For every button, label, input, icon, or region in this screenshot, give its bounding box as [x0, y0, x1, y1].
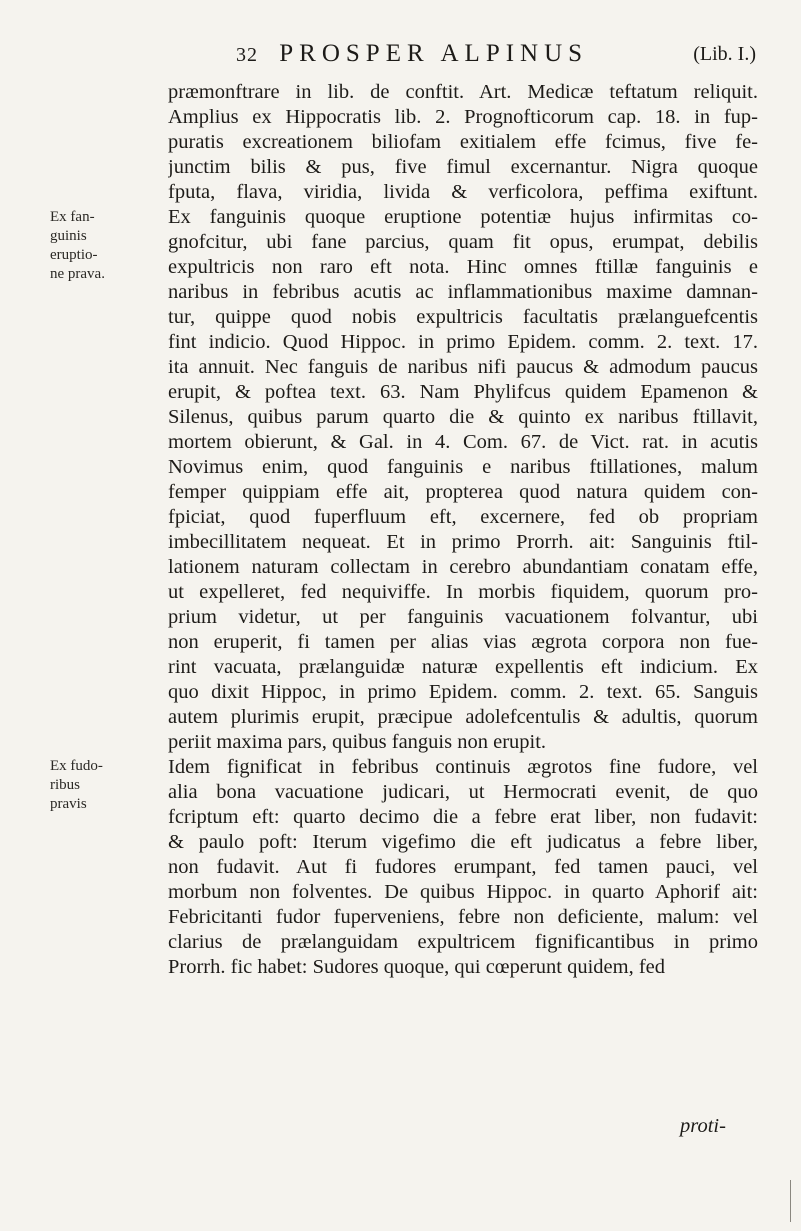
margin-note-line: Ex fan- — [50, 209, 95, 225]
catchword: proti- — [680, 1115, 726, 1137]
margin-note-line: pravis — [50, 796, 87, 812]
text-line: autem plurimis erupit, præcipue adolefcentulis & adultis, quorum — [168, 706, 758, 728]
text-line: junctim bilis & pus, five fimul excernantur. Nigra quoque — [168, 156, 758, 178]
margin-note-blood — [50, 208, 116, 284]
text-line: Prorrh. fic habet: Sudores quoque, qui cœperunt quidem, fed — [168, 956, 666, 978]
text-line: tur, quippe quod nobis expultricis facultatis prælanguefcentis — [168, 306, 758, 328]
text-line: expultricis non raro eft nota. Hinc omnes ftillæ fanguinis e — [168, 256, 758, 278]
text-line: præmonftrare in lib. de conftit. Art. Medicæ teftatum reliquit. — [168, 81, 758, 103]
text-line: imbecillitatem nequeat. Et in primo Prorrh. ait: Sanguinis ftil- — [168, 531, 758, 553]
text-line: ita annuit. Nec fanguis de naribus nifi paucus & admodum paucus — [168, 356, 758, 378]
text-line: gnofcitur, ubi fane parcius, quam fit opus, erumpat, debilis — [168, 231, 758, 253]
text-line: lationem naturam collectam in cerebro abundantiam conatam effe, — [168, 556, 758, 578]
text-line: Febricitanti fudor fuperveniens, febre non deficiente, malum: vel — [168, 906, 758, 928]
text-line: ut expelleret, fed nequiviffe. In morbis fiquidem, quorum pro- — [168, 581, 758, 603]
text-line: puratis excreationem biliofam exitialem effe fcimus, five fe- — [168, 131, 758, 153]
page-number: 32 — [236, 44, 258, 66]
text-line: femper quippiam effe ait, propterea quod natura quidem con- — [168, 481, 758, 503]
text-line: naribus in febribus acutis ac inflammationibus maxime damnan- — [168, 281, 758, 303]
text-line: alia bona vacuatione judicari, ut Hermocrati evenit, de quo — [168, 781, 758, 803]
text-line: periit maxima pars, quibus fanguis non erupit. — [168, 731, 547, 753]
text-line: Novimus enim, quod fanguinis e naribus ftillationes, malum — [168, 456, 758, 478]
text-line: Silenus, quibus parum quarto die & quinto ex naribus ftillavit, — [168, 406, 758, 428]
text-line: & paulo poft: Iterum vigefimo die eft judicatus a febre liber, — [168, 831, 758, 853]
text-line: non fudavit. Aut fi fudores erumpant, fed tamen pauci, vel — [168, 856, 758, 878]
text-line: quo dixit Hippoc, in primo Epidem. comm. 2. text. 65. Sanguis — [168, 681, 758, 703]
text-line: Amplius ex Hippocratis lib. 2. Prognofticorum cap. 18. in fup- — [168, 106, 758, 128]
margin-note-line: ribus — [50, 777, 80, 793]
margin-note-line: Ex fudo- — [50, 758, 103, 774]
text-line: Ex fanguinis quoque eruptione potentiæ hujus infirmitas co- — [168, 206, 758, 228]
text-line: fint indicio. Quod Hippoc. in primo Epidem. comm. 2. text. 17. — [168, 331, 758, 353]
text-line: prium videtur, ut per fanguinis vacuationem folvantur, ubi — [168, 606, 758, 628]
text-line: mortem obierunt, & Gal. in 4. Com. 67. de Vict. rat. in acutis — [168, 431, 758, 453]
body-text — [168, 80, 758, 980]
margin-note-line: eruptio- — [50, 247, 98, 263]
running-header — [236, 40, 756, 76]
running-title: PROSPER ALPINUS — [279, 40, 589, 67]
text-line: fputa, flava, viridia, livida & verficolora, peffima exiftunt. — [168, 181, 758, 203]
margin-note-sweat — [50, 757, 116, 814]
text-line: erupit, & poftea text. 63. Nam Phylifcus quidem Epamenon & — [168, 381, 758, 403]
text-line: fcriptum eft: quarto decimo die a febre erat liber, non fudavit: — [168, 806, 758, 828]
text-line: non eruperit, fi tamen per alias vias ægrota corpora non fue- — [168, 631, 758, 653]
margin-note-line: ne prava. — [50, 266, 105, 282]
text-line: clarius de prælanguidam expultricem fignificantibus in primo — [168, 931, 758, 953]
text-line: Idem fignificat in febribus continuis ægrotos fine fudore, vel — [168, 756, 758, 778]
margin-note-line: guinis — [50, 228, 87, 244]
text-line: rint vacuata, prælanguidæ naturæ expellentis eft indicium. Ex — [168, 656, 758, 678]
book-reference: (Lib. I.) — [693, 43, 756, 65]
text-line: fpiciat, quod fuperfluum eft, excernere, fed ob propriam — [168, 506, 758, 528]
page-edge-mark — [790, 1180, 791, 1222]
text-line: morbum non folventes. De quibus Hippoc. in quarto Aphorif ait: — [168, 881, 758, 903]
